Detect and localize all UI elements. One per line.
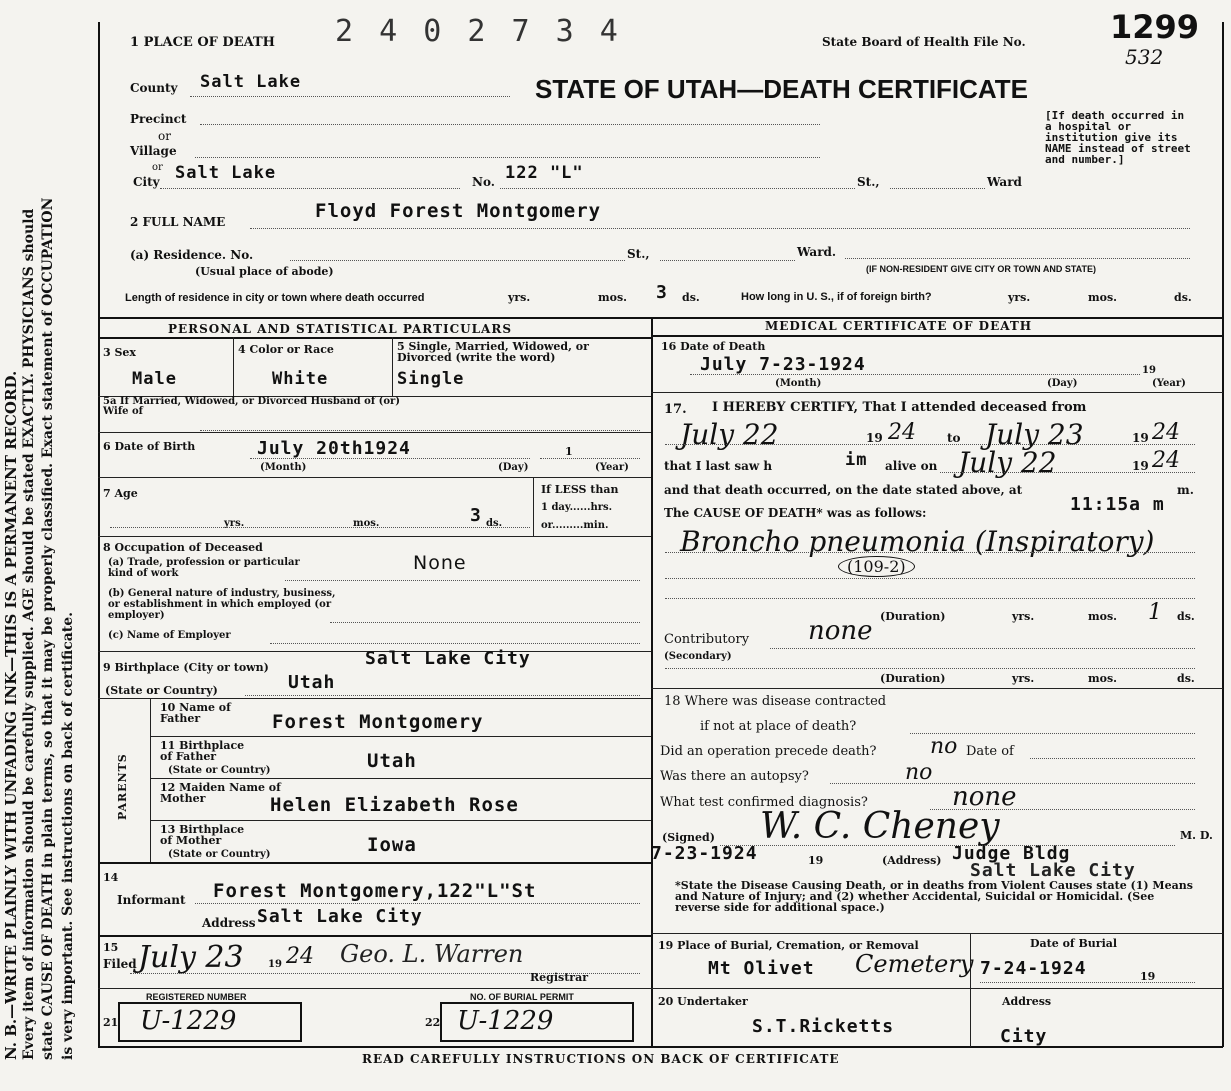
- full-name-value: Floyd Forest Montgomery: [315, 200, 602, 222]
- residence-st-label: St.,: [627, 247, 650, 261]
- registrar-signature: Geo. L. Warren: [340, 940, 524, 968]
- file-no-label: State Board of Health File No.: [822, 35, 1026, 49]
- father-birthplace-label: 11 Birthplace of Father: [160, 739, 245, 763]
- abode-label: (Usual place of abode): [195, 265, 334, 278]
- cause-footnote: *State the Disease Causing Death, or in deaths from Violent Causes state (1) Means and Nature of Injury; and (2) whether Accidental, Suicidal or Homicidal. (See reverse side for additional space.): [675, 879, 1193, 914]
- residence-ward-label: Ward.: [797, 245, 837, 259]
- time-of-death-value: 11:15a m: [1070, 494, 1165, 515]
- day-hrs-label: 1 day......hrs.: [541, 502, 613, 513]
- test-value: none: [952, 782, 1017, 812]
- sidebar-line-1: N. B.—WRITE PLAINLY WITH UNFADING INK—THIS IS A PERMANENT RECORD.: [2, 370, 20, 1060]
- filed-date-handwritten: July 23: [138, 940, 244, 975]
- parents-label: PARENTS: [116, 753, 129, 820]
- burial-date-label: Date of Burial: [1030, 937, 1118, 950]
- duration-yrs-label: yrs.: [1012, 610, 1035, 623]
- test-label: What test confirmed diagnosis?: [660, 795, 868, 810]
- alive-label: alive on: [885, 459, 938, 473]
- secondary-label: (Secondary): [664, 651, 732, 662]
- us-ds-label: ds.: [1174, 291, 1192, 304]
- sidebar-line-4: is very important. See instructions on back of certificate.: [60, 611, 76, 1060]
- burial-place-handwritten: Cemetery: [855, 950, 974, 978]
- undertaker-address-value: City: [1000, 1026, 1048, 1047]
- occupation-b-label: (b) General nature of industry, business, or establishment in which employed (or employer): [108, 588, 336, 621]
- filed-number: 15: [103, 941, 119, 954]
- occurred-text: and that death occurred, on the date stated above, at: [664, 483, 1023, 497]
- age-days-value: 3: [470, 505, 482, 526]
- duration2-ds-label: ds.: [1177, 672, 1195, 685]
- burial-place-value: Mt Olivet: [708, 958, 815, 979]
- from-year-value: 24: [888, 420, 916, 445]
- filed-year-handwritten: 24: [286, 944, 314, 969]
- mother-birthplace-label: 13 Birthplace of Mother: [160, 823, 245, 847]
- certificate-title: STATE OF UTAH—DEATH CERTIFICATE: [535, 74, 1028, 104]
- county-value: Salt Lake: [200, 72, 302, 92]
- permit-prefix: 22: [425, 1016, 441, 1029]
- dob-year-label: (Year): [595, 462, 629, 473]
- informant-address-value: Salt Lake City: [257, 906, 423, 927]
- burial-permit-box: [440, 1002, 634, 1042]
- mother-name-label: 12 Maiden Name of Mother: [160, 781, 281, 805]
- age-label: 7 Age: [103, 487, 138, 500]
- how-long-us-label: How long in U. S., if of foreign birth?: [741, 291, 932, 303]
- residence-label: (a) Residence. No.: [130, 248, 254, 262]
- spouse-label: 5a If Married, Widowed, or Divorced Husband of (or) Wife of: [103, 396, 401, 417]
- father-name-value: Forest Montgomery: [272, 711, 484, 733]
- signed-label: (Signed): [662, 831, 715, 844]
- length-residence-label: Length of residence in city or town where death occurred: [125, 292, 425, 304]
- occupation-c-label: (c) Name of Employer: [108, 630, 231, 641]
- dob-day-label: (Day): [498, 462, 529, 473]
- father-birthplace-value: Utah: [367, 750, 417, 772]
- registered-number-box: [118, 1002, 302, 1042]
- certificate-number: 2 4 0 2 7 3 4: [335, 14, 622, 49]
- operation-date-label: Date of: [966, 744, 1014, 759]
- mother-birthplace-value: Iowa: [367, 834, 417, 856]
- mother-name-value: Helen Elizabeth Rose: [270, 794, 519, 816]
- file-number: 1299: [1110, 8, 1200, 46]
- registered-number-value: U-1229: [140, 1006, 237, 1036]
- age-ds-label: ds.: [486, 518, 503, 529]
- undertaker-label: 20 Undertaker: [658, 995, 748, 1008]
- duration2-mos-label: mos.: [1088, 672, 1117, 685]
- birthplace-label: 9 Birthplace (City or town): [103, 661, 269, 674]
- father-birthplace-sub: (State or Country): [168, 765, 271, 776]
- dob-month-label: (Month): [260, 462, 307, 473]
- ward-label: Ward: [987, 175, 1022, 189]
- burial-permit-label: NO. OF BURIAL PERMIT: [470, 992, 574, 1002]
- death-day-label: (Day): [1047, 378, 1078, 389]
- signed-19-label: 19: [808, 854, 824, 867]
- city-value: Salt Lake: [175, 163, 277, 183]
- registered-number-label: REGISTERED NUMBER: [146, 992, 247, 1002]
- contracted-label: 18 Where was disease contracted: [664, 694, 887, 709]
- mother-birthplace-sub: (State or Country): [168, 849, 271, 860]
- footer-instructions: READ CAREFULLY INSTRUCTIONS ON BACK OF CERTIFICATE: [362, 1052, 840, 1066]
- to-19-label: 19: [1132, 431, 1149, 445]
- marital-status-value: Single: [397, 369, 465, 389]
- duration-label: (Duration): [880, 610, 946, 623]
- father-name-label: 10 Name of Father: [160, 701, 231, 725]
- age-yrs-label: yrs.: [224, 518, 245, 529]
- dob-label: 6 Date of Birth: [103, 440, 196, 453]
- burial-permit-value: U-1229: [457, 1006, 554, 1036]
- precinct-label: Precinct: [130, 112, 187, 126]
- from-19-label: 19: [866, 431, 883, 445]
- occupation-a-label: (a) Trade, profession or particular kind of work: [108, 557, 300, 579]
- attended-from-value: July 22: [680, 418, 779, 451]
- operation-label: Did an operation precede death?: [660, 744, 877, 759]
- if-less-label: If LESS than: [541, 483, 619, 496]
- marital-status-label: 5 Single, Married, Widowed, or Divorced (write the word): [397, 340, 589, 364]
- signed-date-value: 7-23-1924: [651, 843, 758, 864]
- physician-address-line2: Salt Lake City: [970, 860, 1136, 881]
- cause-label: The CAUSE OF DEATH* was as follows:: [664, 506, 927, 520]
- autopsy-value: no: [905, 760, 933, 785]
- to-year-value: 24: [1152, 420, 1180, 445]
- informant-label: Informant: [117, 893, 186, 907]
- registrar-label: Registrar: [530, 971, 589, 984]
- street-number: 122 "L": [505, 163, 584, 183]
- autopsy-label: Was there an autopsy?: [660, 769, 809, 784]
- alive-year-value: 24: [1152, 448, 1180, 473]
- or-label-1: or: [158, 129, 171, 143]
- sex-label: 3 Sex: [103, 346, 136, 359]
- county-label: County: [130, 81, 178, 95]
- nonresident-note: (IF NON-RESIDENT GIVE CITY OR TOWN AND STATE): [866, 264, 1097, 274]
- address-label: (Address): [882, 854, 942, 867]
- operation-value: no: [930, 734, 958, 759]
- death-19-label: 19: [1142, 365, 1156, 376]
- st-label: St.,: [857, 175, 880, 189]
- burial-19-label: 19: [1140, 970, 1156, 983]
- place-of-death-label: 1 PLACE OF DEATH: [130, 35, 275, 50]
- occupation-value: None: [413, 552, 467, 574]
- personal-section-title: PERSONAL AND STATISTICAL PARTICULARS: [168, 322, 513, 336]
- duration-ds-label: ds.: [1177, 610, 1195, 623]
- m-label: m.: [1177, 483, 1194, 497]
- duration2-yrs-label: yrs.: [1012, 672, 1035, 685]
- race-label: 4 Color or Race: [238, 343, 334, 356]
- length-ds-label: ds.: [682, 291, 700, 304]
- undertaker-address-label: Address: [1002, 995, 1052, 1008]
- length-days-value: 3: [656, 282, 668, 303]
- death-date-label: 16 Date of Death: [661, 340, 766, 353]
- sex-value: Male: [132, 369, 177, 389]
- alive-on-value: July 22: [958, 446, 1057, 479]
- contributory-label: Contributory: [664, 632, 750, 647]
- undertaker-value: S.T.Ricketts: [752, 1016, 895, 1037]
- cause-value: Broncho pneumonia (Inspiratory): [680, 525, 1155, 558]
- registered-prefix: 21: [103, 1016, 119, 1029]
- duration2-label: (Duration): [880, 672, 946, 685]
- hospital-note: [If death occurred in a hospital or institution give its NAME instead of street and number.]: [1045, 109, 1191, 166]
- informant-address-label: Address: [202, 916, 256, 930]
- city-label: City: [133, 175, 160, 189]
- sidebar-line-3: state CAUSE OF DEATH in plain terms, so that it may be properly classified. Exact statement of OCCUPATION: [40, 197, 56, 1060]
- length-mos-label: mos.: [598, 291, 627, 304]
- file-number-sub: 532: [1125, 45, 1164, 69]
- him-value: im: [845, 450, 868, 470]
- full-name-label: 2 FULL NAME: [130, 215, 226, 229]
- burial-place-label: 19 Place of Burial, Cremation, or Removal: [658, 939, 919, 952]
- burial-date-value: 7-24-1924: [980, 958, 1087, 979]
- death-date-value: July 7-23-1924: [700, 354, 866, 375]
- death-month-label: (Month): [775, 378, 822, 389]
- race-value: White: [272, 369, 329, 389]
- length-yrs-label: yrs.: [508, 291, 531, 304]
- us-mos-label: mos.: [1088, 291, 1117, 304]
- certify-number: 17.: [664, 402, 687, 417]
- informant-value: Forest Montgomery,122"L"St: [213, 880, 537, 902]
- us-yrs-label: yrs.: [1008, 291, 1031, 304]
- cause-code-value: (109-2): [838, 556, 915, 577]
- dob-value: July 20th1924: [257, 438, 411, 459]
- birthplace-state-label: (State or Country): [105, 684, 218, 697]
- certify-text: I HEREBY CERTIFY, That I attended deceased from: [712, 400, 1087, 415]
- to-label: to: [947, 431, 961, 445]
- filed-label: Filed: [103, 957, 137, 971]
- md-label: M. D.: [1180, 829, 1213, 842]
- alive-19-label: 19: [1132, 459, 1149, 473]
- duration-mos-label: mos.: [1088, 610, 1117, 623]
- contracted-label-2: if not at place of death?: [700, 719, 857, 734]
- last-saw-label: that I last saw h: [664, 459, 773, 473]
- death-year-label: (Year): [1152, 378, 1186, 389]
- birthplace-city-value: Salt Lake City: [365, 648, 531, 669]
- medical-section-title: MEDICAL CERTIFICATE OF DEATH: [765, 319, 1033, 333]
- occupation-label: 8 Occupation of Deceased: [103, 541, 263, 554]
- sidebar-line-2: Every item of information should be carefully supplied. AGE should be stated EXACTLY. PHYSICIANS should: [21, 208, 37, 1060]
- or-min-label: or.........min.: [541, 520, 609, 531]
- no-label: No.: [472, 175, 495, 189]
- filed-19-label: 19: [268, 959, 282, 970]
- birthplace-state-value: Utah: [288, 672, 336, 693]
- physician-address-line1: Judge Bldg: [952, 843, 1071, 864]
- physician-signature: W. C. Cheney: [760, 806, 1000, 847]
- or-label-2: or: [152, 162, 163, 173]
- attended-to-value: July 23: [985, 418, 1084, 451]
- age-mos-label: mos.: [353, 518, 380, 529]
- duration-days-value: 1: [1148, 600, 1162, 625]
- contributory-value: none: [808, 616, 873, 646]
- informant-number: 14: [103, 871, 119, 884]
- village-label: Village: [130, 144, 177, 158]
- dob-one: 1: [565, 445, 573, 458]
